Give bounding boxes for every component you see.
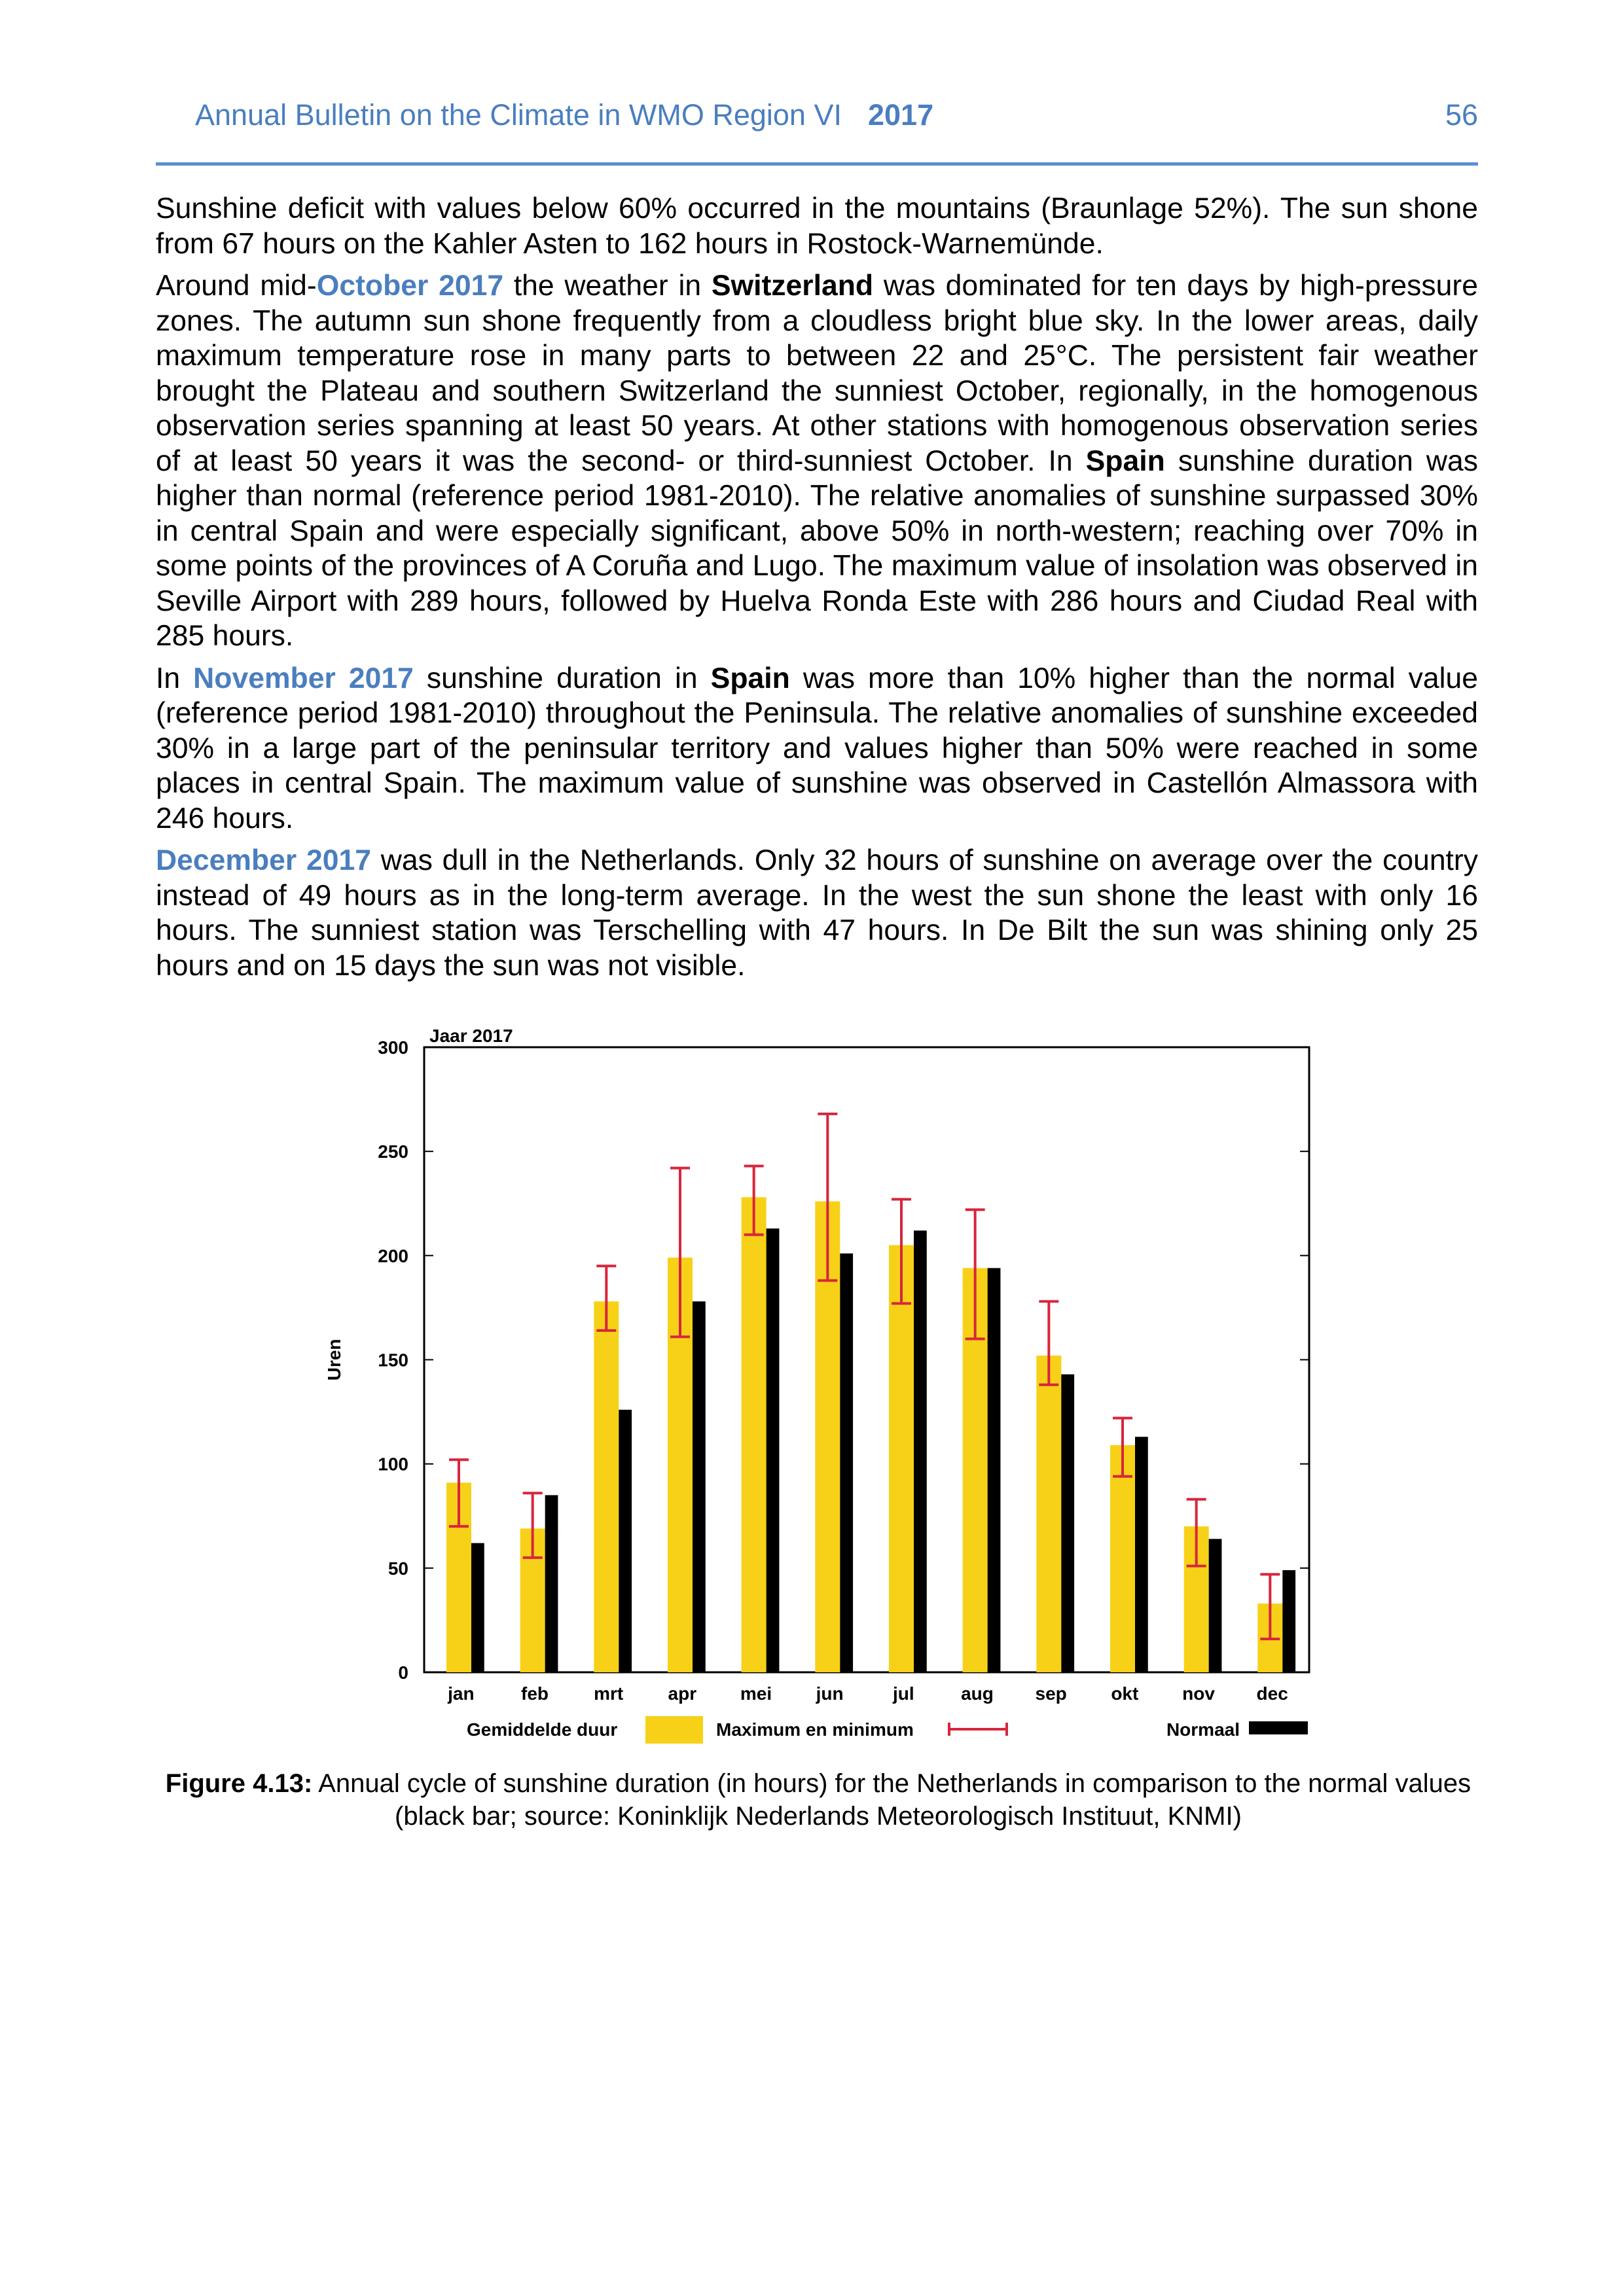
bold-term: Switzerland xyxy=(711,270,874,302)
bulletin-year: 2017 xyxy=(867,98,934,132)
y-tick-label: 100 xyxy=(378,1454,408,1475)
bulletin-title-text: Annual Bulletin on the Climate in WMO Region VI xyxy=(195,98,842,132)
bar-normal xyxy=(1209,1539,1222,1672)
page-header xyxy=(156,92,1478,166)
bar-normal xyxy=(1061,1374,1074,1672)
text-run: Around mid- xyxy=(156,270,317,302)
text-run: the weather in xyxy=(503,270,712,302)
figure-caption xyxy=(164,1767,1473,1833)
x-tick-label: jun xyxy=(816,1683,844,1704)
caption-label: Figure 4.13: xyxy=(165,1769,313,1798)
x-tick-label: apr xyxy=(668,1683,697,1704)
text-run: was dull in the Netherlands. Only 32 hours of sunshine on average over the country instead of 49 hours as in the long-term average. In the west the sun shone the least with only 16 hours. The sunniest station was Terschelling with 47 hours. In De Bilt the sun was shining only 25 hours and on 15 days the sun was not visible. xyxy=(156,844,1478,982)
bar-average xyxy=(594,1301,619,1672)
text-run: was more than 10% higher than the normal value (reference period 1981-2010) throughout the Peninsula. The relative anomalies of sunshine exceeded 30% in a large part of the peninsular territory and values higher than 50% were reached in some places in central Spain. The maximum value of sunshine was observed in Castellón Almassora with 246 hours. xyxy=(156,662,1479,834)
paragraph xyxy=(156,661,1478,836)
legend-swatch-normal xyxy=(1249,1721,1308,1734)
bold-term: Spain xyxy=(1085,444,1165,477)
x-tick-label: mei xyxy=(740,1683,772,1704)
text-run: was dominated for ten days by high-pressure zones. The autumn sun shone frequently from a cloudless bright blue sky. In the lower areas, daily maximum temperature rose in many parts to between 22 and 25°C. The persistent fair weather brought the Plateau and southern Switzerland the sunniest October, regionally, in the homogenous observation series spanning at least 50 years. At other stations with homogenous observation series of at least 50 years it was the second- or third-sunniest October. In xyxy=(156,270,1478,477)
y-tick-label: 300 xyxy=(378,1037,408,1058)
bar-normal xyxy=(840,1253,853,1672)
bar-normal xyxy=(471,1543,484,1672)
body-text xyxy=(156,191,1478,990)
x-tick-label: dec xyxy=(1256,1683,1288,1704)
bar-normal xyxy=(767,1229,780,1672)
y-tick-label: 200 xyxy=(378,1246,408,1266)
bar-normal xyxy=(619,1410,632,1672)
x-tick-label: nov xyxy=(1182,1683,1215,1704)
text-run: Sunshine deficit with values below 60% occurred in the mountains (Braunlage 52%). The sun shone from 67 hours on the Kahler Asten to 162 hours in Rostock-Warnemünde. xyxy=(156,192,1478,260)
bar-normal xyxy=(914,1230,927,1672)
caption-text: Annual cycle of sunshine duration (in hours) for the Netherlands in comparison to the normal values (black bar; source: Koninklijk Nederlands Meteorologisch Instituut, KNMI) xyxy=(312,1769,1471,1831)
x-tick-label: mrt xyxy=(594,1683,624,1704)
bar-normal xyxy=(1135,1437,1148,1672)
highlight-date: November 2017 xyxy=(193,662,414,694)
x-tick-label: jan xyxy=(448,1683,475,1704)
y-tick-label: 150 xyxy=(378,1350,408,1371)
paragraph xyxy=(156,843,1478,983)
bulletin-title xyxy=(195,98,933,132)
legend-swatch-average xyxy=(645,1716,703,1744)
bar-normal xyxy=(545,1495,558,1672)
x-tick-label: feb xyxy=(521,1683,549,1704)
paragraph xyxy=(156,268,1478,654)
bold-term: Spain xyxy=(710,662,790,694)
x-tick-label: sep xyxy=(1035,1683,1067,1704)
chart-title: Jaar 2017 xyxy=(429,1026,513,1046)
y-axis-label: Uren xyxy=(324,1338,344,1381)
text-run: sunshine duration in xyxy=(413,662,711,694)
bar-normal xyxy=(1282,1570,1295,1672)
x-tick-label: jul xyxy=(892,1683,914,1704)
bar-average xyxy=(889,1245,914,1672)
text-run: sunshine duration was higher than normal (reference period 1981-2010). The relative anomalies of sunshine surpassed 30% in central Spain and were especially significant, above 50% in north-western; reaching over 70% in some points of the provinces of A Coruña and Lugo. The maximum value of insolation was observed in Seville Airport with 289 hours, followed by Huelva Ronda Este with 286 hours and Ciudad Real with 285 hours. xyxy=(156,444,1478,652)
bar-average xyxy=(1036,1355,1061,1672)
bar-average xyxy=(742,1197,767,1672)
y-tick-label: 250 xyxy=(378,1141,408,1162)
paragraph xyxy=(156,191,1478,261)
x-tick-label: okt xyxy=(1111,1683,1139,1704)
x-tick-label: aug xyxy=(961,1683,994,1704)
bar-average xyxy=(1110,1445,1135,1672)
legend-label-average: Gemiddelde duur xyxy=(467,1719,618,1740)
bar-normal xyxy=(693,1301,706,1672)
page-number: 56 xyxy=(1445,98,1478,132)
bar-normal xyxy=(988,1268,1001,1672)
sunshine-chart xyxy=(314,1018,1322,1744)
highlight-date: October 2017 xyxy=(316,270,504,302)
y-tick-label: 50 xyxy=(388,1558,408,1579)
legend-label-range: Maximum en minimum xyxy=(716,1719,914,1740)
text-run: In xyxy=(156,662,194,694)
y-tick-label: 0 xyxy=(398,1662,408,1683)
legend-label-normal: Normaal xyxy=(1166,1719,1240,1740)
highlight-date: December 2017 xyxy=(156,844,371,876)
